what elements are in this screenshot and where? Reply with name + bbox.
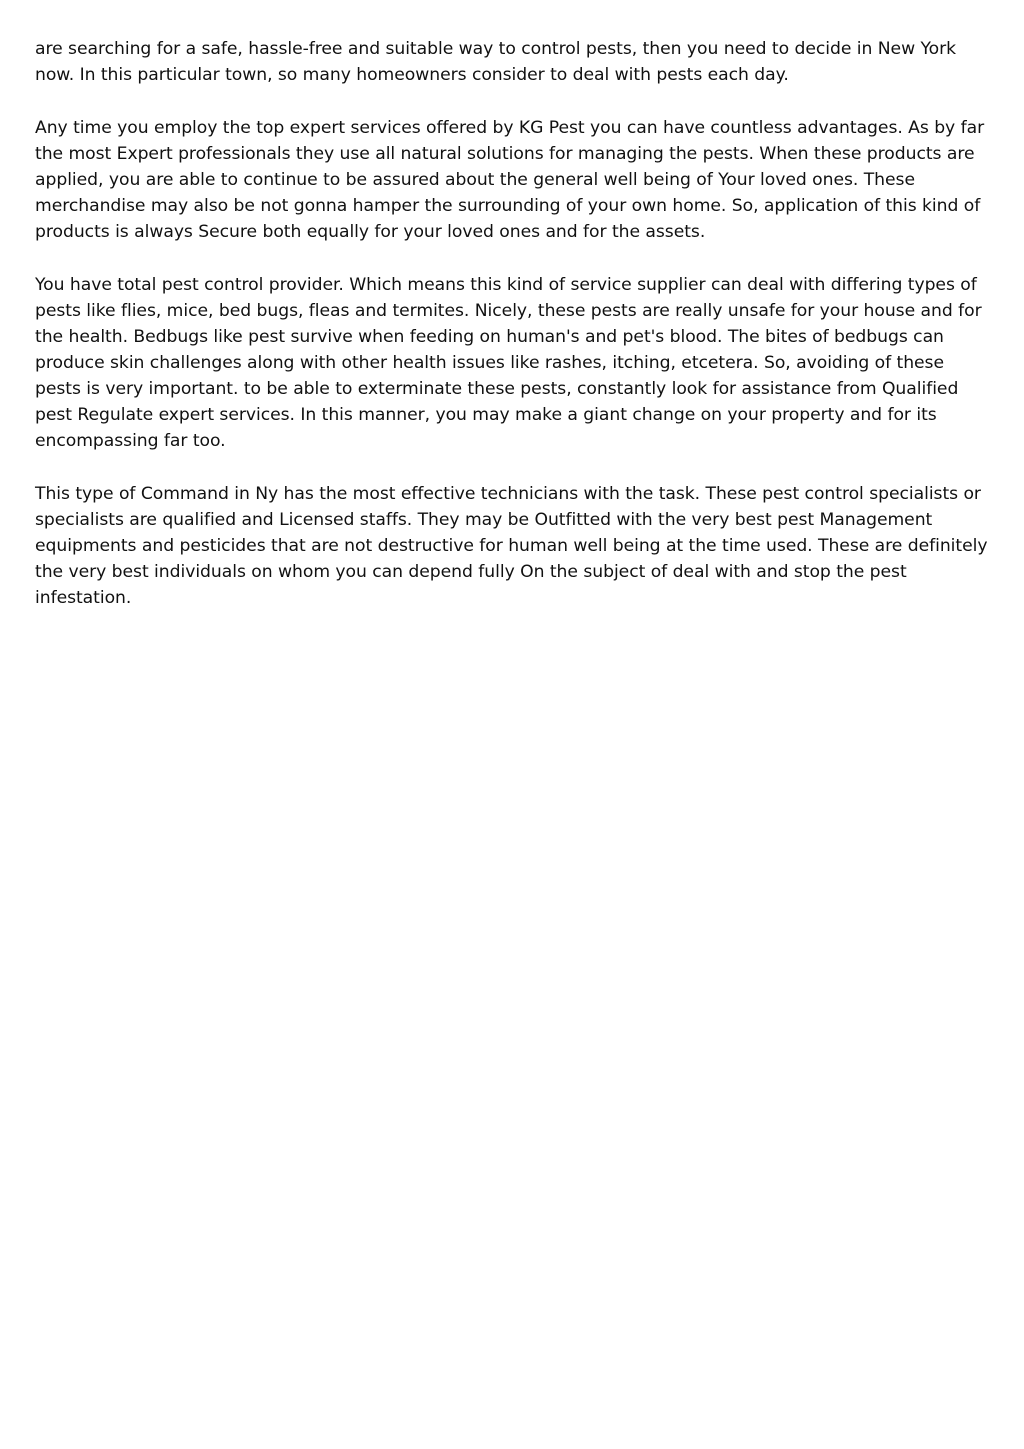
paragraph-advantages: Any time you employ the top expert services offered by KG Pest you can have countless advantages. As by far the most Expert professionals they use all natural solutions for managing the pests. When these products are applied, you are able to continue to be assured about the general well being of Your loved ones. These merchandise may also be not gonna hamper the surrounding of your own home. So, application of this kind of products is always Secure both equally for your loved ones and for the assets. (35, 118, 985, 242)
paragraph-intro: are searching for a safe, hassle-free and suitable way to control pests, then you need to decide in New York now. In this particular town, so many homeowners consider to deal with pests each day. (35, 39, 957, 85)
paragraph-technicians: This type of Command in Ny has the most effective technicians with the task. These pest control specialists or specialists are qualified and Licensed staffs. They may be Outfitted with the very best pest Management equipments and pesticides that are not destructive for human well being at the time used. These are definitely the very best individuals on whom you can depend fully On the subject of deal with and stop the pest infestation. (35, 484, 988, 608)
paragraph-pest-types: You have total pest control provider. Which means this kind of service supplier can deal with differing types of pests like flies, mice, bed bugs, fleas and termites. Nicely, these pests are really unsafe for your house and for the health. Bedbugs like pest survive when feeding on human's and pet's blood. The bites of bedbugs can produce skin challenges along with other health issues like rashes, itching, etcetera. So, avoiding of these pests is very important. to be able to exterminate these pests, constantly look for assistance from Qualified pest Regulate expert services. In this manner, you may make a giant change on your property and for its encompassing far too. (35, 275, 982, 451)
document-body (35, 36, 991, 638)
